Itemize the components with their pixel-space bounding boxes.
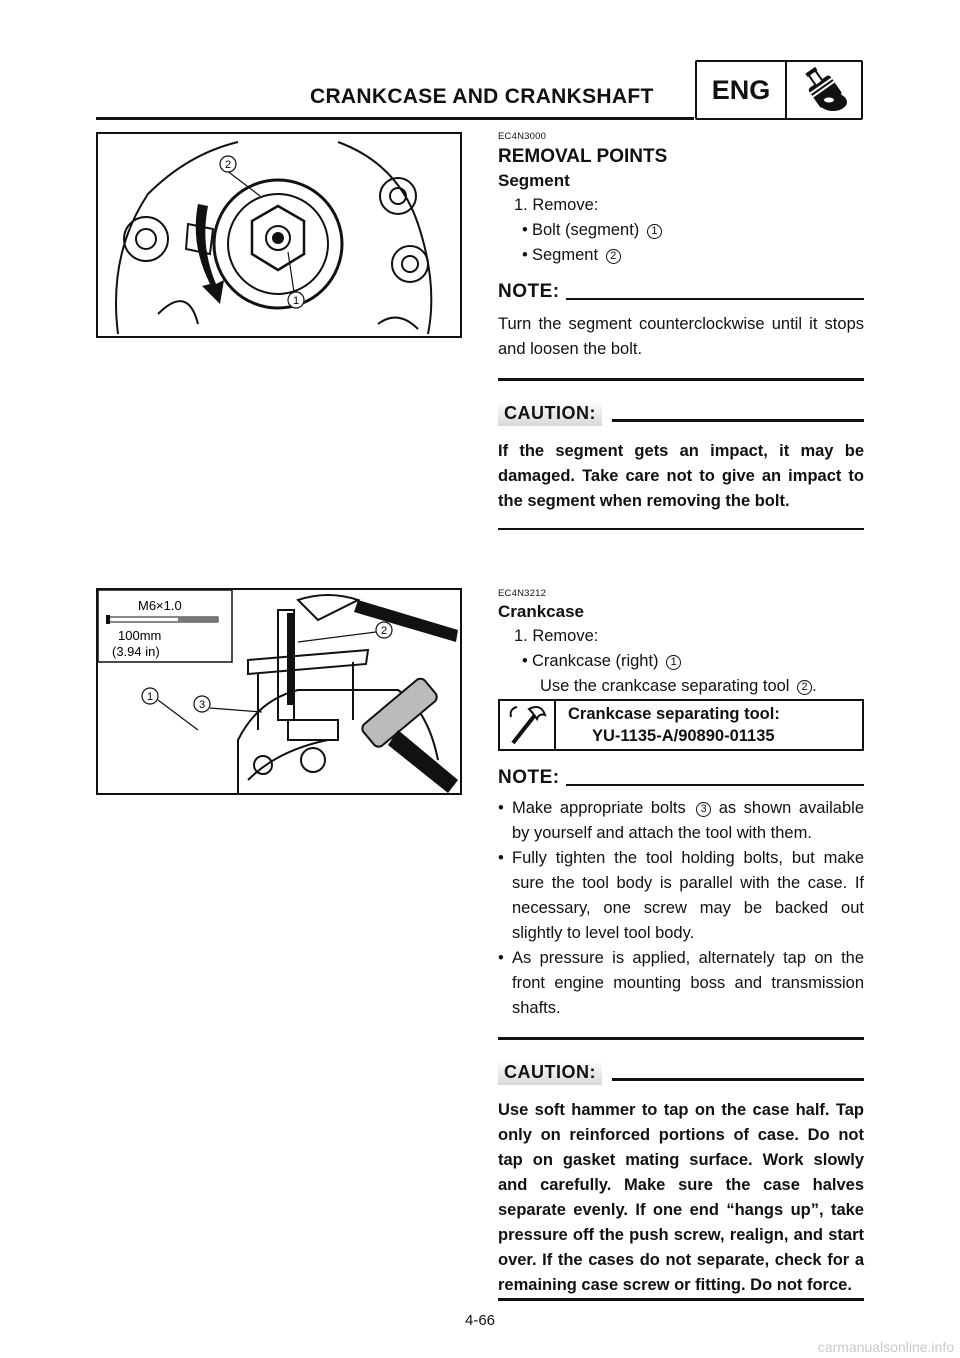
caution-heading [498, 1060, 864, 1086]
note-rule [566, 298, 864, 301]
caution-heading [498, 401, 864, 427]
crankcase-section [498, 588, 864, 699]
list-item [498, 649, 864, 674]
note-heading [498, 764, 864, 790]
caution-text: Use soft hammer to tap on the case half. Tap only on reinforced portions of case. Do not tap on gasket mating surface. Work slowly and carefully. Make sure the case halves separate evenly. If one end “hangs up”, take pressure off the push screw, realign, and start over. If the cases do not separate, check for a remaining case screw or fitting. Do not force. [498, 1100, 864, 1294]
caution-end-rule [498, 528, 864, 531]
figure2-callout-1: 1 [146, 691, 154, 703]
list-item-sub: Use the crankcase separating tool 2 . [540, 677, 817, 695]
caution-label: CAUTION: [498, 401, 602, 426]
callout-number: 3 [696, 802, 711, 817]
section-badge [695, 60, 863, 120]
step-text: 1. Remove: [514, 627, 599, 645]
note-end-rule [498, 378, 864, 381]
wrench-tool-icon [500, 701, 556, 749]
caution-rule [612, 419, 864, 422]
caution-rule [612, 1078, 864, 1081]
bolt-spec-label: M6×1.0 [138, 598, 182, 613]
note-rule [566, 784, 864, 787]
page-header-title: CRANKCASE AND CRANKSHAFT [310, 85, 654, 108]
note-bullet-text: as shown available by yourself and attach the tool with them. [512, 799, 864, 842]
note-text: Turn the segment counterclockwise until it stops and loosen the bolt. [498, 315, 864, 358]
bolt-length-inch-label: (3.94 in) [112, 644, 160, 659]
note-label: NOTE: [498, 281, 560, 302]
special-tool-box [498, 699, 864, 751]
step-text: 1. Remove: [514, 196, 599, 214]
watermark: carmanualsonline.info [817, 1339, 954, 1355]
section-code: EC4N3212 [498, 588, 547, 599]
note-bullet: • Fully tighten the tool holding bolts, but make sure the tool body is parallel with the case. If necessary, one screw may be backed out slightly to level tool body. [498, 846, 864, 946]
note-label: NOTE: [498, 767, 560, 788]
list-item-text: Bolt (segment) [532, 221, 640, 239]
list-item-text: Crankcase (right) [532, 652, 659, 670]
figure1-callout-1: 1 [292, 295, 300, 307]
bolt-length-label: 100mm [118, 628, 162, 643]
callout-number: 1 [647, 224, 662, 239]
figure2-callout-3: 3 [198, 699, 206, 711]
tool-part-number: YU-1135-A/90890-01135 [592, 727, 775, 745]
note-bullet-text: Make appropriate bolts [512, 799, 686, 817]
callout-number: 1 [666, 655, 681, 670]
header-rule [96, 117, 694, 120]
section-code: EC4N3000 [498, 131, 547, 142]
page-number: 4-66 [464, 1312, 496, 1329]
removal-points-section [498, 131, 864, 530]
callout-number: 2 [797, 680, 812, 695]
section-heading: Crankcase [498, 602, 585, 621]
note-bullet [498, 796, 864, 846]
note-bullet: • As pressure is applied, alternately tap on the front engine mounting boss and transmission shafts. [498, 946, 864, 1021]
segment-removal-figure [96, 132, 462, 338]
figure2-callout-2: 2 [380, 625, 388, 637]
tool-text [556, 701, 780, 749]
crankcase-notes [498, 764, 864, 1298]
section-subheading: Segment [498, 171, 570, 190]
list-item-sub-text: Use the crankcase separating tool [540, 677, 790, 695]
list-item-text: Segment [532, 246, 599, 264]
crankcase-separation-figure [96, 588, 462, 795]
section-heading: REMOVAL POINTS [498, 146, 668, 167]
list-item [498, 218, 864, 243]
tool-label: Crankcase separating tool: [568, 705, 780, 723]
section-badge-label: ENG [697, 62, 787, 118]
caution-text: If the segment gets an impact, it may be damaged. Take care not to give an impact to the segment when removing the bolt. [498, 441, 864, 510]
footer-rule [498, 1298, 864, 1301]
figure1-callout-2: 2 [224, 159, 232, 171]
caution-label: CAUTION: [498, 1060, 602, 1085]
note-heading [498, 278, 864, 304]
note-end-rule [498, 1037, 864, 1040]
list-item [498, 243, 864, 268]
engine-piston-icon [787, 62, 861, 118]
callout-number: 2 [606, 249, 621, 264]
